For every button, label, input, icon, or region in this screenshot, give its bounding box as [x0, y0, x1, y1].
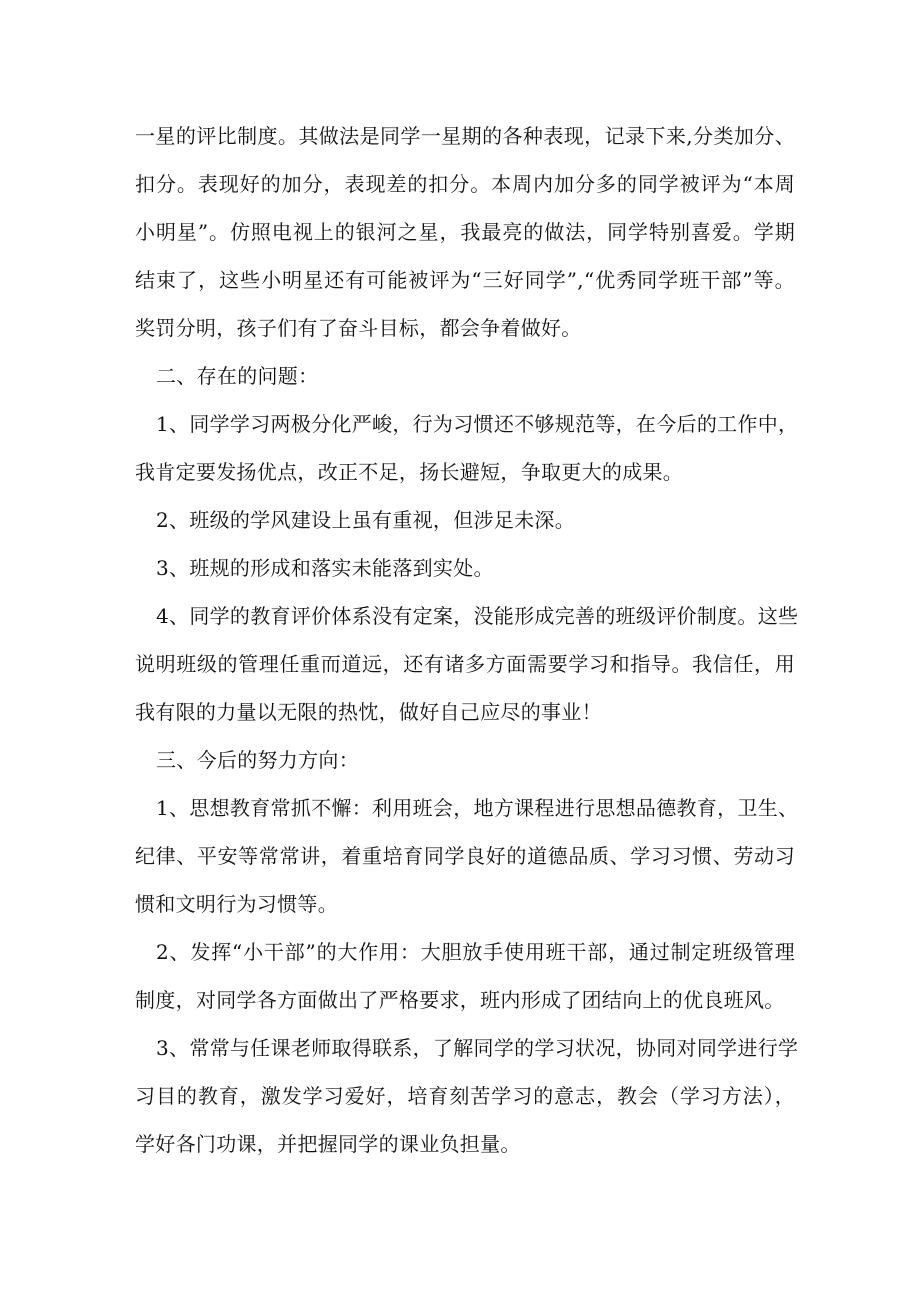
text-line: 扣分。表现好的加分，表现差的扣分。本周内加分多的同学被评为“本周: [135, 172, 795, 196]
text-line: 4、同学的教育评价体系没有定案，没能形成完善的班级评价制度。这些: [156, 604, 799, 628]
text-line: 学好各门功课，并把握同学的课业负担量。: [135, 1132, 521, 1156]
text-line: 三、今后的努力方向：: [156, 748, 359, 772]
text-line: 小明星”。仿照电视上的银河之星，我最亮的做法，同学特别喜爱。学期: [135, 220, 795, 244]
text-line: 1、思想教育常抓不懈：利用班会，地方课程进行思想品德教育，卫生、: [156, 796, 799, 820]
text-line: 1、同学学习两极分化严峻，行为习惯还不够规范等，在今后的工作中，: [156, 412, 799, 436]
text-line: 习目的教育，激发学习爱好，培育刻苦学习的意志，教会（学习方法），: [135, 1084, 795, 1108]
text-line: 二、存在的问题：: [156, 364, 319, 388]
text-line: 我有限的力量以无限的热忱，做好自己应尽的事业！: [135, 700, 602, 724]
text-line: 制度，对同学各方面做出了严格要求，班内形成了团结向上的优良班风。: [135, 988, 785, 1012]
text-line: 说明班级的管理任重而道远，还有诸多方面需要学习和指导。我信任，用: [135, 652, 795, 676]
text-line: 一星的评比制度。其做法是同学一星期的各种表现，记录下来,分类加分、: [135, 124, 795, 148]
text-line: 2、发挥“小干部”的大作用：大胆放手使用班干部，通过制定班级管理: [156, 940, 795, 964]
text-line: 奖罚分明，孩子们有了奋斗目标，都会争着做好。: [135, 316, 582, 340]
text-line: 结束了，这些小明星还有可能被评为“三好同学”,“优秀同学班干部”等。: [135, 268, 795, 292]
text-line: 3、班规的形成和落实未能落到实处。: [156, 556, 494, 580]
text-line: 惯和文明行为习惯等。: [135, 892, 338, 916]
text-line: 3、常常与任课老师取得联系，了解同学的学习状况，协同对同学进行学: [156, 1036, 799, 1060]
document-body: [135, 112, 799, 1168]
text-line: 2、班级的学风建设上虽有重视，但涉足未深。: [156, 508, 576, 532]
text-line: 我肯定要发扬优点，改正不足，扬长避短，争取更大的成果。: [135, 460, 684, 484]
text-line: 纪律、平安等常常讲，着重培育同学良好的道德品质、学习习惯、劳动习: [135, 844, 795, 868]
